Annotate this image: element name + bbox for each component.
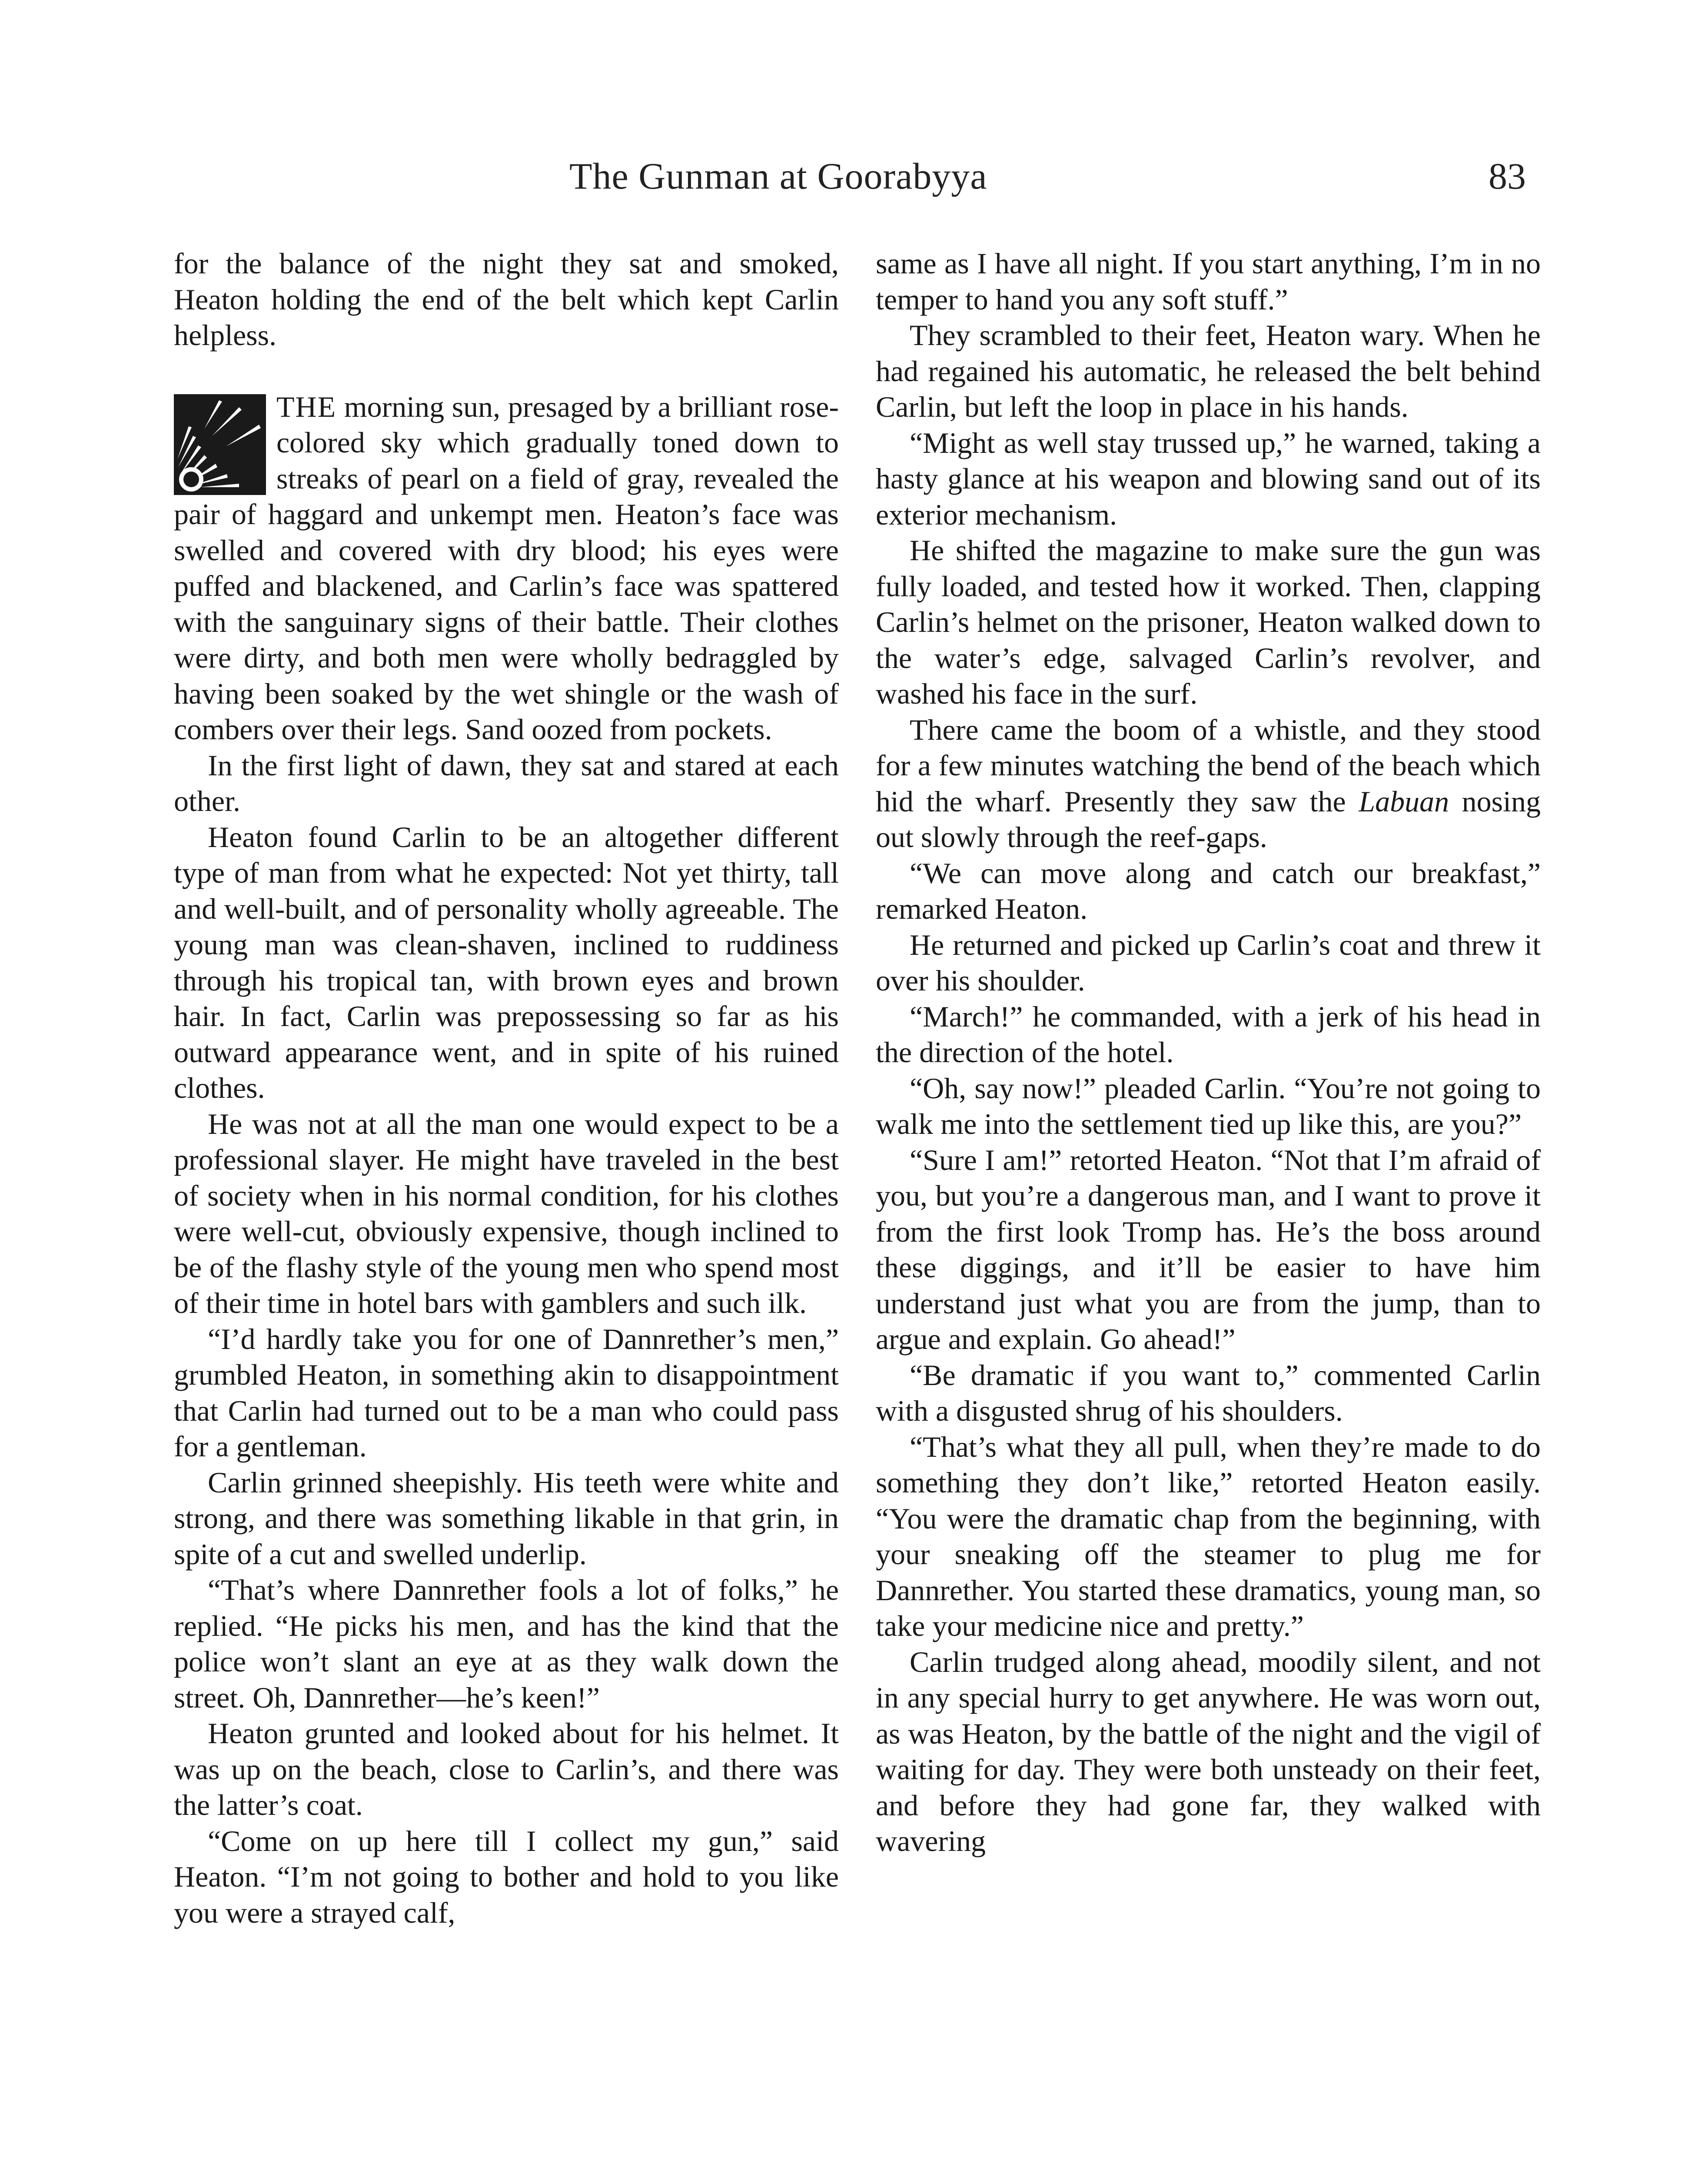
paragraph: “Be dramatic if you want to,” commented Carlin with a disgusted shrug of his shoulders. [876, 1358, 1541, 1427]
paragraph: Carlin trudged along ahead, moodily silent, and not in any special hurry to get anywhere. He was worn out, as was Heaton, by the battle of the night and the vigil of waiting for day. They were both unsteady on their feet, and before they had gone far, they walked with wavering [876, 1645, 1541, 1857]
paragraph: He shifted the magazine to make sure the gun was fully loaded, and tested how it worked. Then, clapping Carlin’s helmet on the prisoner, Heaton walked down to the water’s edge, salvaged Carlin’s revolver, and washed his face in the surf. [876, 534, 1541, 710]
running-head-title: The Gunman at Goorabyya [569, 155, 987, 197]
paragraph: He returned and picked up Carlin’s coat and threw it over his shoulder. [876, 928, 1541, 997]
paragraph-text: nosing out slowly through the reef-gaps. [876, 784, 1541, 854]
paragraph: same as I have all night. If you start anything, I’m in no temper to hand you any soft stuff.” [876, 247, 1541, 316]
paragraph-text: There came the boom of a whistle, and they stood for a few minutes watching the bend of the beach which hid the wharf. Presently they saw the [876, 713, 1541, 818]
paragraph: “That’s what they all pull, when they’re made to do something they don’t like,” retorted Heaton easily. “You were the dramatic chap from the beginning, with your sneaking off the steamer to plug me for Dannrether. You started these dramatics, young man, so take your medicine nice and pretty.” [876, 1430, 1541, 1642]
section-opening-paragraph [174, 389, 839, 748]
paragraph: “March!” he commanded, with a jerk of his head in the direction of the hotel. [876, 1000, 1541, 1069]
paragraph: “Oh, say now!” pleaded Carlin. “You’re not going to walk me into the settlement tied up like this, are you?” [876, 1071, 1541, 1140]
paragraph: They scrambled to their feet, Heaton wary. When he had regained his automatic, he released the belt behind Carlin, but left the loop in place in his hands. [876, 319, 1541, 423]
page-number: 83 [1489, 155, 1526, 197]
paragraph: Heaton grunted and looked about for his helmet. It was up on the beach, close to Carlin’s, and there was the latter’s coat. [174, 1717, 839, 1821]
paragraph: for the balance of the night they sat and smoked, Heaton holding the end of the belt which kept Carlin helpless. [174, 247, 839, 352]
sunburst-ornament-icon [174, 394, 266, 495]
paragraph: “That’s where Dannrether fools a lot of folks,” he replied. “He picks his men, and has the kind that the police won’t slant an eye at as they walk down the street. Oh, Dannrether—he’s keen!” [174, 1573, 839, 1714]
paragraph: “Might as well stay trussed up,” he warned, taking a hasty glance at his weapon and blowing sand out of its exterior mechanism. [876, 426, 1541, 531]
opening-paragraph-text: morning sun, presaged by a brilliant rose-colored sky which gradually toned down to streaks of pearl on a field of gray, revealed the pair of haggard and unkempt men. Heaton’s face was swelled and covered with dry blood; his eyes were puffed and blackened, and Carlin’s face was spattered with the sanguinary signs of their battle. Their clothes were dirty, and both men were wholly bedraggled by having been soaked by the wet shingle or the wash of combers over their legs. Sand oozed from pockets. [174, 390, 839, 746]
paragraph: He was not at all the man one would expect to be a professional slayer. He might have traveled in the best of society when in his normal condition, for his clothes were well-cut, obviously expensive, though inclined to be of the flashy style of the young men who spend most of their time in hotel bars with gamblers and such ilk. [174, 1107, 839, 1319]
paragraph: “Sure I am!” retorted Heaton. “Not that I’m afraid of you, but you’re a dangerous man, and I want to prove it from the first look Tromp has. He’s the boss around these diggings, and it’ll be easier to have him understand just what you are from the jump, than to argue and explain. Go ahead!” [876, 1143, 1541, 1356]
paragraph: “We can move along and catch our breakfast,” remarked Heaton. [876, 856, 1541, 925]
left-column [174, 246, 839, 1930]
paragraph: Carlin grinned sheepishly. His teeth were white and strong, and there was something likable in that grin, in spite of a cut and swelled underlip. [174, 1465, 839, 1571]
opening-capitals: THE [276, 390, 337, 423]
right-column [876, 246, 1541, 1859]
ship-name: Labuan [1359, 784, 1449, 818]
paragraph: In the first light of dawn, they sat and stared at each other. [174, 748, 839, 817]
paragraph: Heaton found Carlin to be an altogether different type of man from what he expected: Not yet thirty, tall and well-built, and of personality wholly agreeable. The young man was clean-shaven, inclined to ruddiness through his tropical tan, with brown eyes and brown hair. In fact, Carlin was prepossessing so far as his outward appearance went, and in spite of his ruined clothes. [174, 820, 839, 1104]
paragraph [876, 712, 1541, 855]
paragraph: “Come on up here till I collect my gun,” said Heaton. “I’m not going to bother and hold to you like you were a strayed calf, [174, 1824, 839, 1929]
paragraph: “I’d hardly take you for one of Dannrether’s men,” grumbled Heaton, in something akin to disappointment that Carlin had turned out to be a man who could pass for a gentleman. [174, 1322, 839, 1463]
